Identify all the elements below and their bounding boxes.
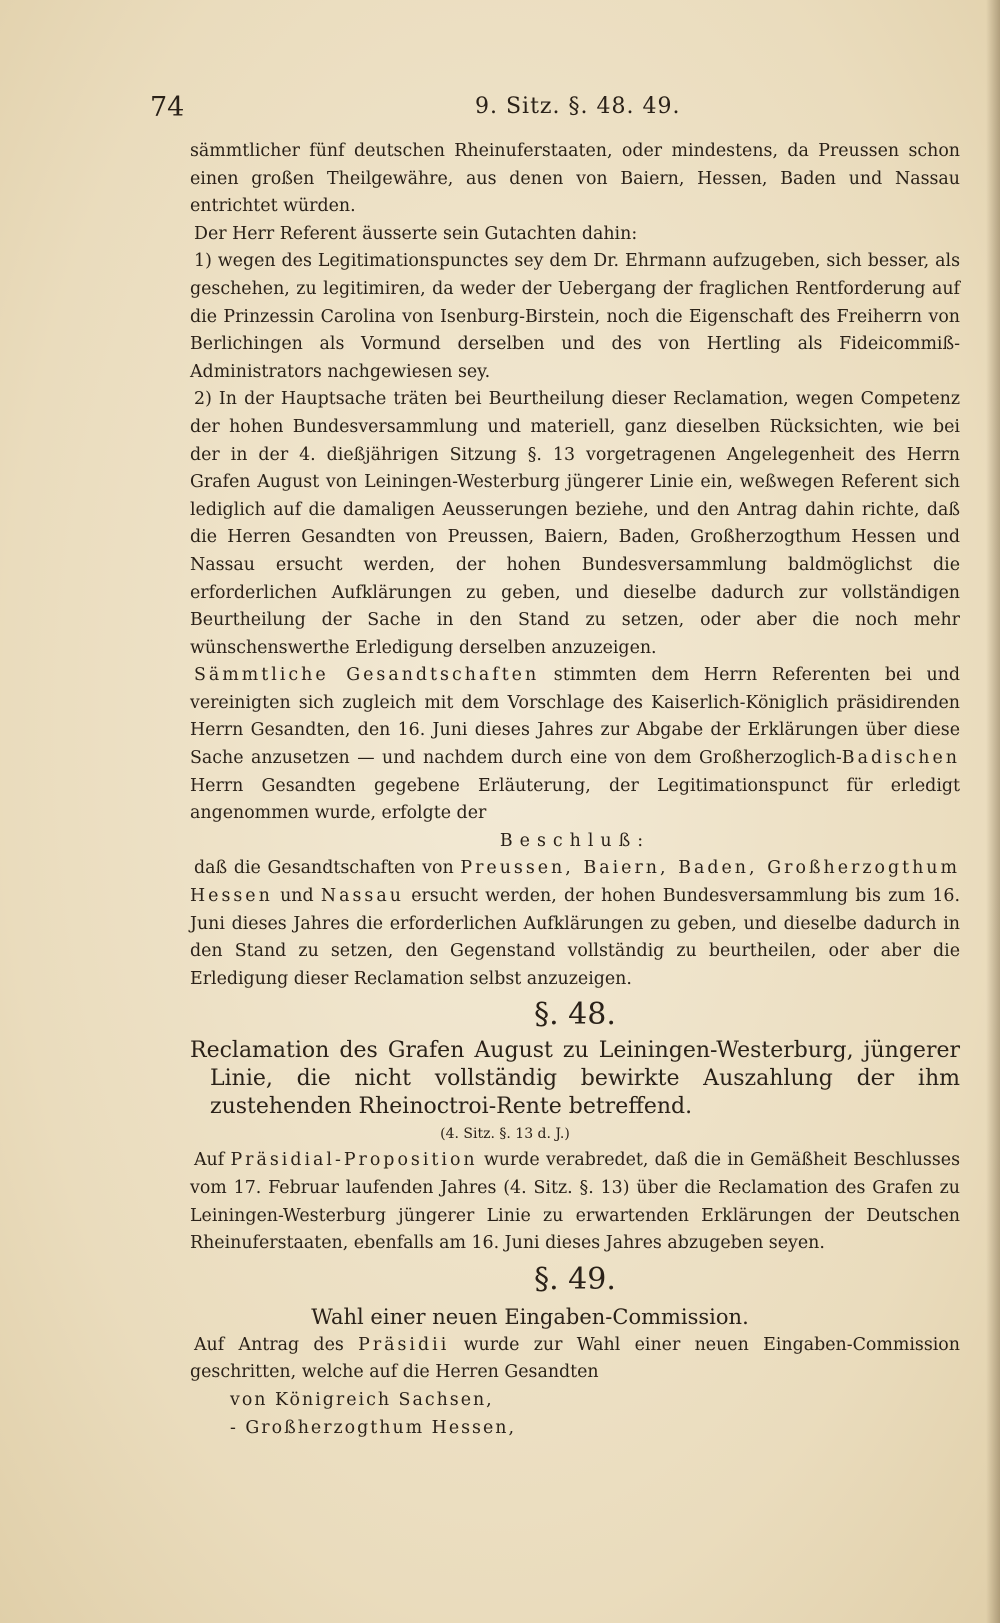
spaced-emphasis: Präsidii — [358, 1334, 450, 1355]
list-item: von Königreich Sachsen, — [230, 1389, 494, 1410]
page-edge-shadow — [986, 0, 1000, 1623]
paragraph-point-2: 2) In der Hauptsache träten bei Beurtheilung dieser Reclamation, wegen Competenz der hohen Bundesversammlung und materiell, ganz dieselben Rücksichten, wie bei der in der 4. dießjährigen Sitzung §. 13 vorgetragenen Angelegenheit des Herrn Grafen August von Leiningen-Westerburg jüngerer Linie ein, weßwegen Referent sich lediglich auf die damaligen Aeusserungen beziehe, und den Antrag dahin richte, daß die Herren Gesandten von Preussen, Baiern, Baden, Großherzogthum Hessen und Nassau ersucht werden, der hohen Bundesversammlung baldmöglichst die erforderlichen Aufklärungen zu geben, und dieselbe dadurch zur vollständigen Beurtheilung der Sache in den Stand zu setzen, oder aber die noch mehr wünschenswerthe Erledigung derselben anzuzeigen. — [190, 389, 960, 658]
page-header — [150, 92, 710, 132]
text-run: ersucht werden, der hohen Bundesversammlung bis zum 16. Juni dieses Jahres die erforderlichen Aufklärungen zu geben, und dieselbe dadurch in den Stand zu setzen, den Gegenstand vollständig zu beurtheilen, oder aber die Erledigung dieser Reclamation selbst anzuzeigen. — [190, 886, 960, 989]
section-49-text — [190, 1332, 960, 1387]
section-48-text — [190, 1147, 960, 1257]
spaced-emphasis: Badischen — [841, 748, 960, 769]
text-run: Auf Antrag des — [194, 1334, 359, 1355]
paragraph-decision — [190, 855, 960, 993]
spaced-emphasis: Sämmtliche Gesandtschaften — [194, 665, 540, 686]
section-49-title: Wahl einer neuen Eingaben-Commission. — [311, 1304, 749, 1329]
decision-heading: Beschluß: — [499, 830, 651, 851]
section-48-title: Reclamation des Grafen August zu Leiningen-Westerburg, jüngerer Linie, die nicht vollständig bewirkte Auszahlung der ihm zustehenden Rheinoctroi-Rente betreffend. — [190, 1038, 960, 1120]
running-head: 9. Sitz. §. 48. 49. — [475, 94, 681, 119]
text-run: stimmten dem Herrn Referenten bei und vereinigten sich zugleich mit dem Vorschlage des Kaiserlich-Königlich präsidirenden Herrn Gesandten, den 16. Juni dieses Jahres zur Abgabe der Erklärungen über diese Sache anzusetzen — und nachdem durch eine von dem Großherzoglich- — [190, 665, 960, 769]
section-48-number: §. 48. — [534, 997, 616, 1033]
text-run: Auf — [194, 1150, 231, 1171]
section-48-reference: (4. Sitz. §. 13 d. J.) — [440, 1126, 570, 1143]
page-number: 74 — [150, 92, 185, 123]
spaced-emphasis: Preussen, Baiern, Baden, Großherzogthum Hessen — [190, 858, 960, 907]
text-run: wurde verabredet, daß die in Gemäßheit Beschlusses vom 17. Februar laufenden Jahres (4. Sitz. §. 13) über die Reclamation des Grafen zu Leiningen-Westerburg jüngerer Linie zu erwartenden Erklärungen der Deutschen Rheinuferstaaten, ebenfalls am 16. Juni dieses Jahres abzugeben seyen. — [190, 1150, 960, 1254]
section-49-number: §. 49. — [534, 1261, 616, 1297]
text-run: wurde zur Wahl einer neuen Eingaben-Commission geschritten, welche auf die Herren Gesandten — [190, 1334, 960, 1383]
spaced-emphasis: Nassau — [320, 886, 404, 907]
paragraph-intro: sämmtlicher fünf deutschen Rheinuferstaaten, oder mindestens, da Preussen schon einen großen Theilgewähre, aus denen von Baiern, Hessen, Baden und Nassau entrichtet würden. — [190, 141, 960, 217]
list-item: - Großherzogthum Hessen, — [230, 1417, 517, 1438]
paragraph-referent: Der Herr Referent äusserte sein Gutachten dahin: — [194, 223, 638, 244]
text-run: Herrn Gesandten gegebene Erläuterung, der Legitimationspunct für erledigt angenommen wurde, erfolgte der — [190, 775, 960, 824]
text-run: daß die Gesandtschaften von — [194, 858, 461, 879]
text-run: und — [272, 886, 321, 907]
paragraph-all-delegations — [190, 662, 960, 828]
paragraph-point-1: 1) wegen des Legitimationspunctes sey dem Dr. Ehrmann aufzugeben, sich besser, als geschehen, zu legitimiren, da weder der Uebergang der fraglichen Rentforderung auf die Prinzessin Carolina von Isenburg-Birstein, noch die Eigenschaft des Freiherrn von Berlichingen als Vormund derselben und des von Hertling als Fideicommiß-Administrators nachgewiesen sey. — [190, 251, 960, 382]
page-body — [190, 138, 960, 1442]
spaced-emphasis: Präsidial-Proposition — [230, 1150, 478, 1171]
